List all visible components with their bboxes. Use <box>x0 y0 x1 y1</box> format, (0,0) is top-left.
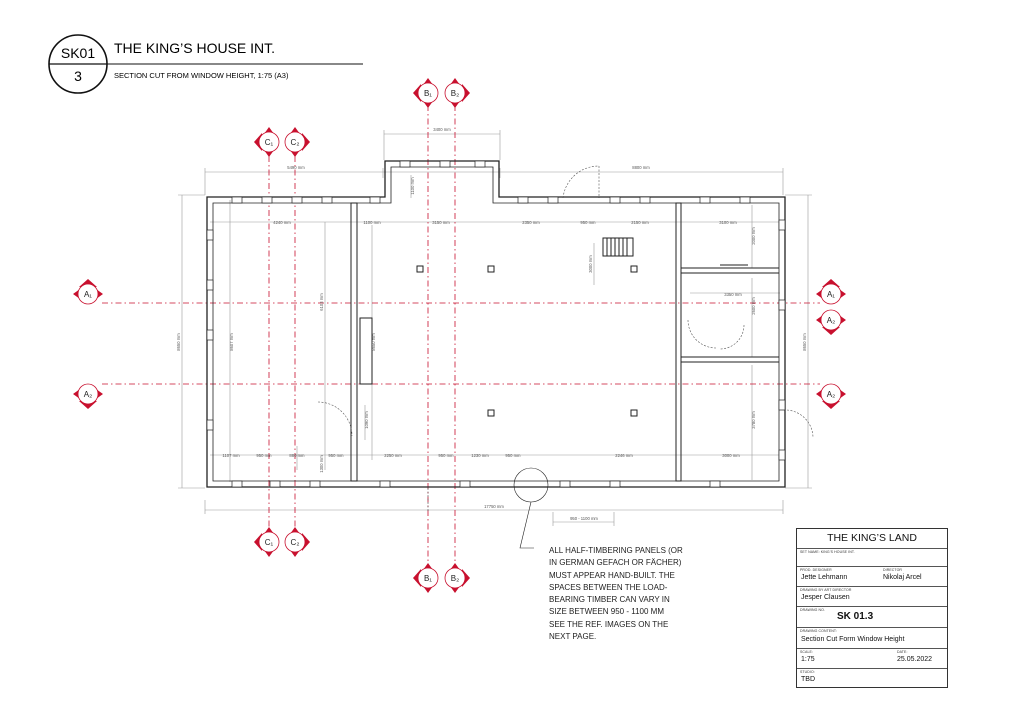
sheet-header <box>49 35 363 93</box>
tb-drawingby-row <box>797 586 947 607</box>
dim-door-1090: 1090 mm <box>364 411 369 429</box>
tb-director-label: DIRECTOR <box>883 568 903 572</box>
section-label: C₁ <box>264 538 274 547</box>
section-marker-a1 <box>816 279 846 304</box>
tb-people-row <box>797 566 947 587</box>
section-marker-c1 <box>254 527 279 557</box>
section-label: C₂ <box>290 538 300 547</box>
header-code: SK01 <box>60 45 96 61</box>
section-label: C₁ <box>264 138 274 147</box>
header-subtitle: SECTION CUT FROM WINDOW HEIGHT, 1:75 (A3) <box>114 71 289 80</box>
dim-top-5490: 5490 mm <box>287 165 305 170</box>
note-line: SEE THE REF. IMAGES ON THE <box>549 619 669 629</box>
section-label: B₁ <box>423 89 433 98</box>
building-walls <box>207 161 785 487</box>
dim-total-17750: 17750 mm <box>484 504 504 509</box>
dim-right-2000: 2000 mm <box>751 227 756 245</box>
section-label: B₂ <box>450 89 460 98</box>
note-line: SPACES BETWEEN THE LOAD- <box>549 582 668 592</box>
dim-bay-1100: 1100 mm <box>410 177 415 195</box>
section-marker-b1 <box>413 563 438 593</box>
section-label: A₂ <box>826 390 836 399</box>
tb-company-row <box>797 529 947 549</box>
section-label: A₂ <box>826 316 836 325</box>
tb-date: 25.05.2022 <box>897 656 933 663</box>
tb-drawingno-row <box>797 606 947 628</box>
dim-top-8800: 8800 mm <box>632 165 650 170</box>
header-title: THE KING’S HOUSE INT. <box>114 40 276 56</box>
dim-row-3150: 3150 mm <box>432 220 450 225</box>
dimension-labels <box>176 127 807 521</box>
tb-setname-row <box>797 548 947 567</box>
section-label: A₂ <box>83 390 93 399</box>
tb-scale: 1:75 <box>801 656 815 663</box>
dim-top-3400: 3400 mm <box>433 127 451 132</box>
dim-bot-950c: 950 mm <box>438 453 454 458</box>
tb-scale-label: SCALE: <box>800 650 814 654</box>
tb-studio: TBD <box>801 676 815 683</box>
section-marker-c1 <box>254 127 279 157</box>
note-line: ALL HALF-TIMBERING PANELS (OR <box>549 546 683 555</box>
dim-row-1100: 1100 mm <box>363 220 381 225</box>
note-line: MUST APPEAR HAND-BUILT. THE <box>549 570 675 580</box>
note-line: IN GERMAN GEFACH OR FÄCHER) <box>549 558 682 568</box>
tb-director: Nikolaj Arcel <box>883 574 922 581</box>
section-marker-a1 <box>73 279 103 304</box>
section-label: C₂ <box>290 138 300 147</box>
door-swings <box>318 166 813 512</box>
tb-date-label: DATE: <box>897 650 908 654</box>
title-block <box>796 528 948 688</box>
tb-content-row <box>797 627 947 649</box>
section-marker-a2 <box>816 310 846 335</box>
dim-bot-2250: 2250 mm <box>384 453 402 458</box>
header-number: 3 <box>74 68 82 84</box>
dim-range: 950 - 1100 mm <box>570 516 598 521</box>
section-label: B₁ <box>423 574 433 583</box>
dim-row-2350: 2350 mm <box>522 220 540 225</box>
tb-content: Section Cut Form Window Height <box>801 636 905 643</box>
dim-right-8650: 8650 mm <box>802 333 807 351</box>
dim-bot-2246: 2246 mm <box>615 453 633 458</box>
section-marker-b1 <box>413 78 438 108</box>
section-marker-c2 <box>285 127 310 157</box>
dim-right-3780: 3780 mm <box>751 411 756 429</box>
tb-studio-row <box>797 668 947 687</box>
section-marker-a2 <box>73 384 103 409</box>
dimension-lines <box>178 130 812 526</box>
dim-bot-1230: 1230 mm <box>471 453 489 458</box>
dim-bot-1300: 1300 mm <box>319 455 324 473</box>
dim-row-4240: 4240 mm <box>273 220 291 225</box>
note-line: SIZE BETWEEN 950 - 1100 MM <box>549 607 664 617</box>
dim-right-2600: 2600 mm <box>751 297 756 315</box>
tb-studio-label: STUDIO: <box>800 670 815 674</box>
dim-right-3350: 3350 mm <box>724 292 742 297</box>
tb-scale-row <box>797 648 947 669</box>
dim-bot-950b: 950 mm <box>328 453 344 458</box>
section-marker-b2 <box>445 78 470 108</box>
dim-left-8650: 8650 mm <box>176 333 181 351</box>
note-line: NEXT PAGE. <box>549 632 597 642</box>
section-label: A₁ <box>83 290 93 299</box>
dim-left-8607: 8607 mm <box>229 333 234 351</box>
dim-bot-3000: 3000 mm <box>722 453 740 458</box>
section-markers <box>73 78 846 593</box>
dim-row-3100: 3100 mm <box>719 220 737 225</box>
section-marker-c2 <box>285 527 310 557</box>
dim-inner-8650: 8650 mm <box>371 333 376 351</box>
tb-prod-designer: Jette Lehmann <box>801 574 848 581</box>
tb-prod-designer-label: PROD. DESIGNER <box>800 568 832 572</box>
tb-company: THE KING’S LAND <box>827 532 917 544</box>
tb-drawing-by: Jesper Clausen <box>801 594 850 601</box>
tb-content-label: DRAWING CONTENT: <box>800 629 837 633</box>
tb-set-name: SET NAME: KING’S HOUSE INT. <box>800 550 855 554</box>
dim-bot-950d: 950 mm <box>505 453 521 458</box>
detail-circle <box>514 468 548 548</box>
dim-stair-3000: 3000 mm <box>588 255 593 273</box>
window-openings <box>207 161 785 487</box>
dim-row-2150: 2150 mm <box>631 220 649 225</box>
dim-inner-6103: 6103 mm <box>319 293 324 311</box>
tb-drawing-no: SK 01.3 <box>837 611 874 622</box>
tb-drawing-by-label: DRAWING BY ART DIRECTOR <box>800 588 852 592</box>
section-label: B₂ <box>450 574 460 583</box>
dim-bot-950a: 950 mm <box>256 453 272 458</box>
dim-bot-880: 880 mm <box>289 453 305 458</box>
section-marker-a2 <box>816 384 846 409</box>
section-marker-b2 <box>445 563 470 593</box>
note-line: BEARING TIMBER CAN VARY IN <box>549 595 670 605</box>
tb-drawing-no-label: DRAWING NO. <box>800 608 826 612</box>
dim-bot-1107: 1107 mm <box>222 453 240 458</box>
dim-row-950: 950 mm <box>580 220 596 225</box>
section-label: A₁ <box>826 290 836 299</box>
construction-note <box>549 545 699 643</box>
